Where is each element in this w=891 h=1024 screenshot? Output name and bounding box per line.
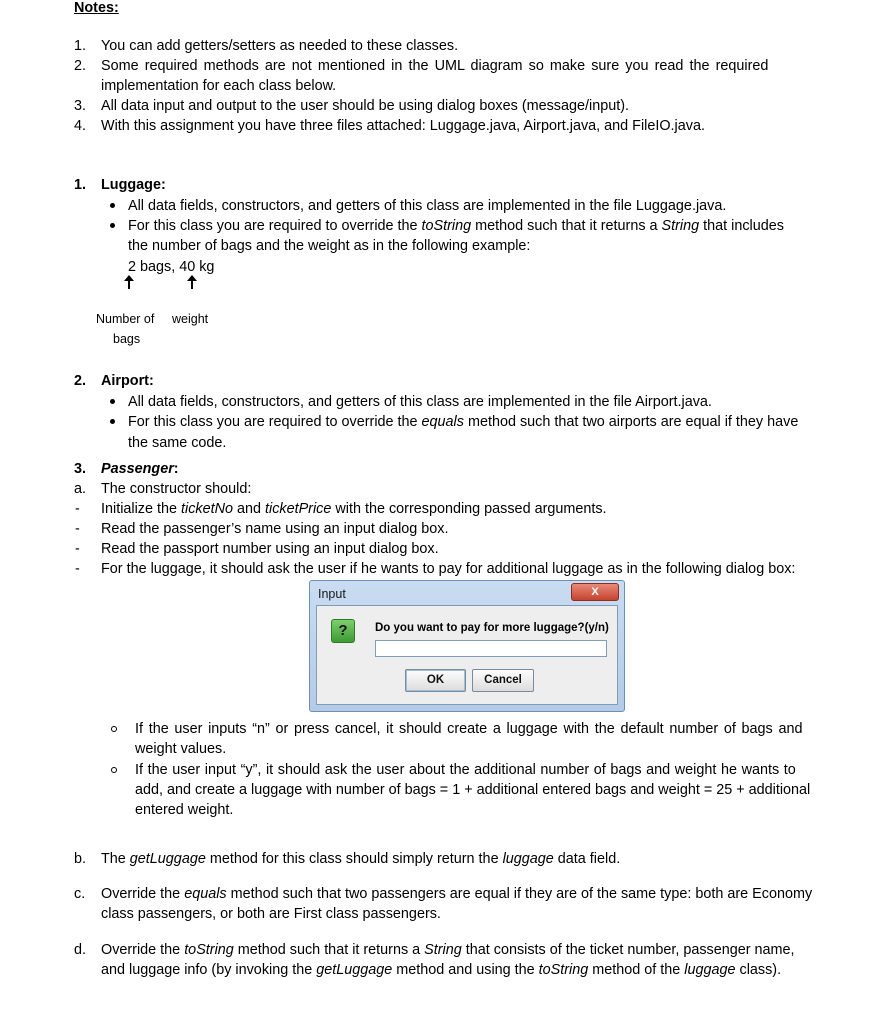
airport-bullet-2-line2: the same code. [128, 435, 227, 451]
item-c-line2: class passengers, or both are First class passengers. [101, 906, 441, 922]
close-icon[interactable]: X [571, 583, 619, 601]
notes-title: Notes: [74, 0, 119, 16]
note-num-2: 2. [74, 58, 87, 74]
airport-num: 2. [74, 373, 87, 389]
luggage-bullet-2-line2: the number of bags and the weight as in the following example: [128, 238, 531, 254]
dash: - [75, 561, 80, 577]
bullet-dot [110, 203, 115, 208]
bullet-dot [110, 399, 115, 404]
note-text-1: You can add getters/setters as needed to these classes. [101, 38, 459, 54]
question-icon: ? [331, 619, 355, 643]
dialog-input[interactable] [375, 640, 607, 657]
dash-item-4: For the luggage, it should ask the user if he wants to pay for additional luggage as in the following dialog box: [101, 561, 796, 577]
dash-item-2: Read the passenger’s name using an input dialog box. [101, 521, 449, 537]
bullet-dot [110, 223, 115, 228]
item-b-text: The getLuggage method for this class should simply return the luggage data field. [101, 851, 621, 867]
input-dialog [309, 580, 625, 712]
item-d-text: Override the toString method such that it returns a String that consists of the ticket number, passenger name, [101, 942, 795, 958]
ok-button[interactable]: OK [405, 669, 466, 692]
dialog-message: Do you want to pay for more luggage?(y/n) [375, 622, 609, 634]
sub-item-2-line1: If the user input “y”, it should ask the user about the additional number of bags and weight he wants to [135, 762, 796, 778]
dash: - [75, 501, 80, 517]
note-text-2b: implementation for each class below. [101, 78, 337, 94]
luggage-num: 1. [74, 177, 87, 193]
item-a-text: The constructor should: [101, 481, 252, 497]
item-c-label: c. [74, 886, 86, 902]
note-text-2a: Some required methods are not mentioned in the UML diagram so make sure you read the required [101, 58, 769, 74]
arrow-up-icon [123, 275, 135, 289]
note-text-4: With this assignment you have three files attached: Luggage.java, Airport.java, and FileIO.java. [101, 118, 705, 134]
item-d-label: d. [74, 942, 87, 958]
item-b-label: b. [74, 851, 87, 867]
dash: - [75, 541, 80, 557]
note-text-3: All data input and output to the user should be using dialog boxes (message/input). [101, 98, 630, 114]
dash-item-3: Read the passport number using an input dialog box. [101, 541, 439, 557]
passenger-title: Passenger: [101, 461, 179, 477]
luggage-example: 2 bags, 40 kg [128, 259, 215, 275]
label-bags: bags [113, 332, 141, 346]
bullet-dot [110, 419, 115, 424]
item-d-line2: and luggage info (by invoking the getLuggage method and using the toString method of the luggage class). [101, 962, 782, 978]
note-num-1: 1. [74, 38, 87, 54]
airport-title: Airport: [101, 373, 154, 389]
luggage-title: Luggage: [101, 177, 166, 193]
item-c-text: Override the equals method such that two passengers are equal if they are of the same type: both are Economy [101, 886, 813, 902]
sub-item-1-line2: weight values. [135, 741, 227, 757]
item-a-label: a. [74, 481, 87, 497]
luggage-bullet-2: For this class you are required to override the toString method such that it returns a String that includes [128, 218, 784, 234]
note-num-4: 4. [74, 118, 87, 134]
arrow-up-icon [186, 275, 198, 289]
sub-item-1-line1: If the user inputs “n” or press cancel, it should create a luggage with the default number of bags and [135, 721, 803, 737]
passenger-num: 3. [74, 461, 87, 477]
label-weight: weight [172, 312, 209, 326]
label-number-of: Number of [96, 312, 155, 326]
dialog-body [316, 605, 618, 705]
sub-item-2-line3: entered weight. [135, 802, 234, 818]
circle-bullet [111, 767, 117, 773]
dash: - [75, 521, 80, 537]
cancel-button[interactable]: Cancel [472, 669, 534, 692]
dash-item-1: Initialize the ticketNo and ticketPrice with the corresponding passed arguments. [101, 501, 607, 517]
dialog-title: Input [318, 587, 346, 601]
circle-bullet [111, 726, 117, 732]
airport-bullet-2: For this class you are required to override the equals method such that two airports are equal if they have [128, 414, 799, 430]
sub-item-2-line2: add, and create a luggage with number of bags = 1 + additional entered bags and weight = 25 + additional [135, 782, 811, 798]
luggage-bullet-1: All data fields, constructors, and getters of this class are implemented in the file Luggage.java. [128, 198, 727, 214]
note-num-3: 3. [74, 98, 87, 114]
airport-bullet-1: All data fields, constructors, and getters of this class are implemented in the file Airport.java. [128, 394, 712, 410]
